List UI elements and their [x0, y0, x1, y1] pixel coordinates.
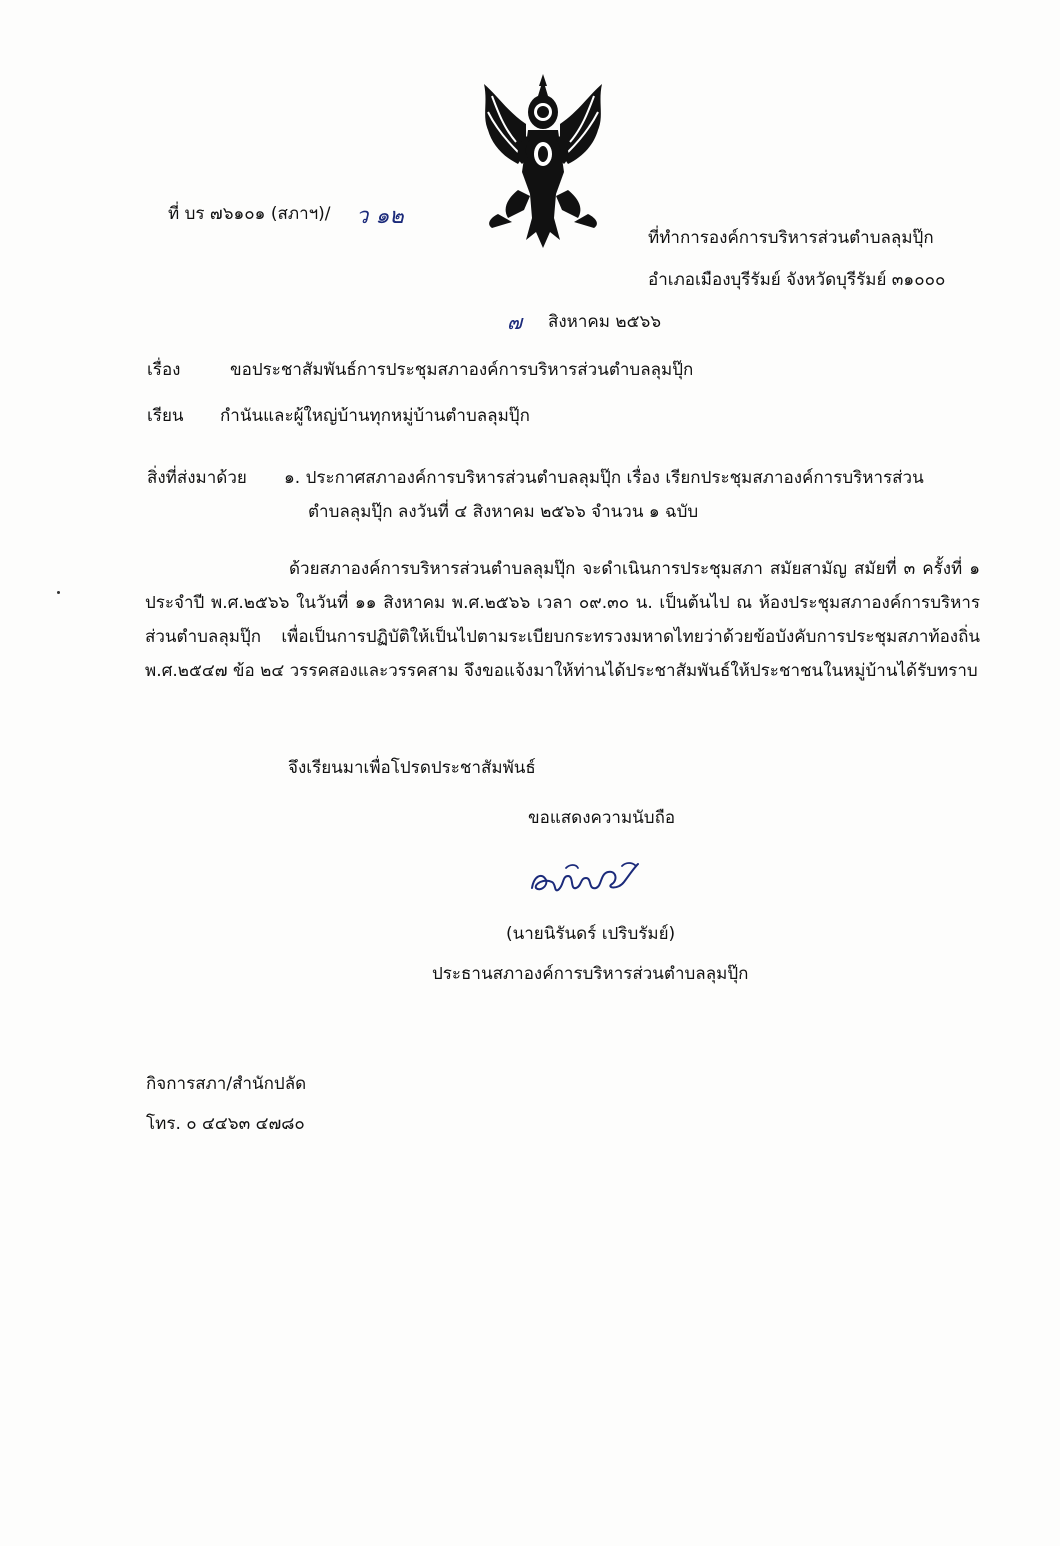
issuer-address-line2: อำเภอเมืองบุรีรัมย์ จังหวัดบุรีรัมย์ ๓๑๐๐๐	[648, 270, 946, 290]
handwritten-signature-icon	[526, 858, 642, 900]
reference-number: ที่ บร ๗๖๑๐๑ (สภาฯ)/	[168, 204, 331, 224]
enclosure-line2: ตำบลลุมปุ๊ก ลงวันที่ ๔ สิงหาคม ๒๕๖๖ จำนวน ๑ ฉบับ	[308, 502, 699, 522]
phone-number: โทร. ๐ ๔๔๖๓ ๔๗๘๐	[146, 1114, 305, 1134]
department: กิจการสภา/สำนักปลัด	[146, 1074, 307, 1094]
closing-salutation: ขอแสดงความนับถือ	[528, 808, 676, 828]
signatory-name: (นายนิรันดร์ เปริบรัมย์)	[506, 924, 676, 944]
stray-dot	[57, 591, 60, 594]
garuda-emblem-icon	[478, 72, 608, 250]
subject-text: ขอประชาสัมพันธ์การประชุมสภาองค์การบริหารส่วนตำบลลุมปุ๊ก	[230, 360, 694, 380]
recipient-label: เรียน	[147, 406, 184, 426]
enclosure-line1: ๑. ประกาศสภาองค์การบริหารส่วนตำบลลุมปุ๊ก เรื่อง เรียกประชุมสภาองค์การบริหารส่วน	[284, 468, 924, 488]
date-month-year: สิงหาคม ๒๕๖๖	[548, 312, 662, 332]
reference-number-handwritten: ว ๑๒	[356, 204, 404, 229]
recipient-text: กำนันและผู้ใหญ่บ้านทุกหมู่บ้านตำบลลุมปุ๊ก	[220, 406, 530, 426]
date-day-handwritten: ๗	[507, 310, 523, 334]
enclosure-label: สิ่งที่ส่งมาด้วย	[147, 468, 247, 488]
body-paragraph: ด้วยสภาองค์การบริหารส่วนตำบลลุมปุ๊ก จะดำเนินการประชุมสภา สมัยสามัญ สมัยที่ ๓ ครั้งที่ ๑ ประจำปี พ.ศ.๒๕๖๖ ในวันที่ ๑๑ สิงหาคม พ.ศ.๒๕๖๖ เวลา ๐๙.๓๐ น. เป็นต้นไป ณ ห้องประชุมสภาองค์การบริหารส่วนตำบลลุมปุ๊ก เพื่อเป็นการปฏิบัติให้เป็นไปตามระเบียบกระทรวงมหาดไทยว่าด้วยข้อบังคับการประชุมสภาท้องถิ่น พ.ศ.๒๕๔๗ ข้อ ๒๔ วรรคสองและวรรคสาม จึงขอแจ้งมาให้ท่านได้ประชาสัมพันธ์ให้ประชาชนในหมู่บ้านได้รับทราบ	[145, 559, 980, 681]
issuer-address-line1: ที่ทำการองค์การบริหารส่วนตำบลลุมปุ๊ก	[648, 228, 934, 248]
closing-request: จึงเรียนมาเพื่อโปรดประชาสัมพันธ์	[288, 758, 536, 778]
signatory-position: ประธานสภาองค์การบริหารส่วนตำบลลุมปุ๊ก	[432, 964, 749, 984]
subject-label: เรื่อง	[147, 360, 181, 380]
